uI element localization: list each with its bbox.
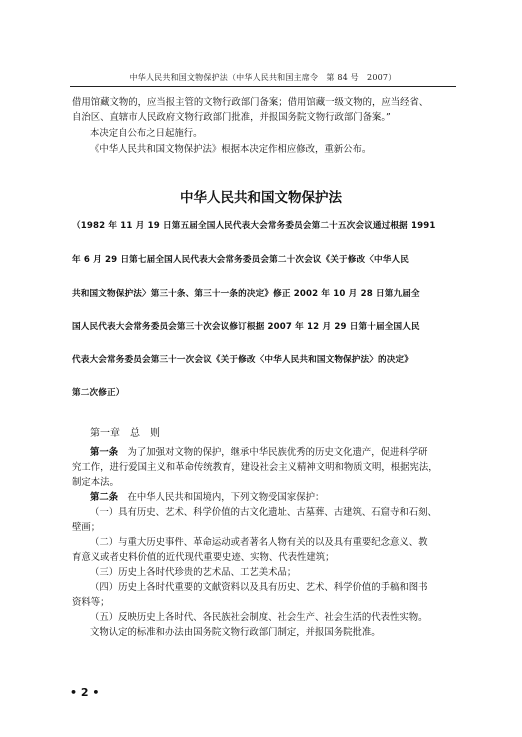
article-2-item-1-cont: 壁画； [72, 522, 101, 533]
article-1-line-1 [90, 446, 456, 460]
history-line-6: 第二次修正） [72, 388, 125, 398]
article-2-text: 在中华人民共和国境内，下列文物受国家保护： [118, 492, 325, 503]
chapter-heading: 第一章 总 则 [90, 428, 160, 439]
article-2-closing: 文物认定的标准和办法由国务院文物行政部门制定，并报国务院批准。 [90, 627, 381, 638]
article-2-item-3: （三）历史上各时代珍贵的艺术品、工艺美术品； [90, 567, 297, 578]
header-rule [70, 86, 456, 87]
article-2-line-1 [90, 491, 456, 505]
intro-line-1: 借用馆藏文物的，应当报主管的文物行政部门备案；借用馆藏一级文物的，应当经省、 [72, 97, 429, 108]
history-line-2: 年 6 月 29 日第七届全国人民代表大会常务委员会第二十次会议《关于修改〈中华人民 [72, 255, 409, 265]
article-1-line-2: 究工作，进行爱国主义和革命传统教育，建设社会主义精神文明和物质文明，根据宪法， [72, 462, 438, 473]
history-line-4: 国人民代表大会常务委员会第三十次会议修订根据 2007 年 12 月 29 日第十届全国人民 [72, 322, 420, 332]
article-2-item-2: （二）与重大历史事件、革命运动或者著名人物有关的以及具有重要纪念意义、教 [90, 537, 428, 548]
effective-date-line: 本决定自公布之日起施行。 [90, 128, 203, 139]
article-2-label: 第二条 [90, 492, 119, 503]
article-2-item-1: （一）具有历史、艺术、科学价值的古文化遗址、古墓葬、古建筑、石窟寺和石刻、 [90, 507, 437, 518]
article-2-item-4: （四）历史上各时代重要的文献资料以及具有历史、艺术、科学价值的手稿和图书 [90, 582, 428, 593]
running-header: 中华人民共和国文物保护法（中华人民共和国主席令 第 84 号 2007） [129, 73, 397, 82]
history-line-3: 共和国文物保护法〉第三十条、第三十一条的决定》修正 2002 年 10 月 28 日第九届全 [72, 289, 420, 299]
history-line-5: 代表大会常务委员会第三十一次会议《关于修改〈中华人民共和国文物保护法〉的决定》 [72, 355, 414, 365]
law-title: 中华人民共和国文物保护法 [180, 190, 342, 206]
republish-line: 《中华人民共和国文物保护法》根据本决定作相应修改，重新公布。 [90, 144, 372, 155]
article-2-item-5: （五）反映历史上各时代、各民族社会制度、社会生产、社会生活的代表性实物。 [90, 612, 428, 623]
intro-line-2: 自治区、直辖市人民政府文物行政部门批准，并报国务院文物行政部门备案。” [72, 112, 391, 123]
article-1-label: 第一条 [90, 447, 119, 458]
article-1-line-3: 制定本法。 [72, 477, 119, 488]
article-2-item-4-cont: 资料等； [72, 597, 110, 608]
article-2-item-2-cont: 育意义或者史料价值的近代现代重要史迹、实物、代表性建筑； [72, 552, 335, 563]
history-line-1: （1982 年 11 月 19 日第五届全国人民代表大会常务委员会第二十五次会议通过根据 1991 [72, 221, 436, 231]
article-1-text: 为了加强对文物的保护，继承中华民族优秀的历史文化遗产，促进科学研 [118, 447, 428, 458]
page-number: • 2 • [70, 686, 100, 699]
